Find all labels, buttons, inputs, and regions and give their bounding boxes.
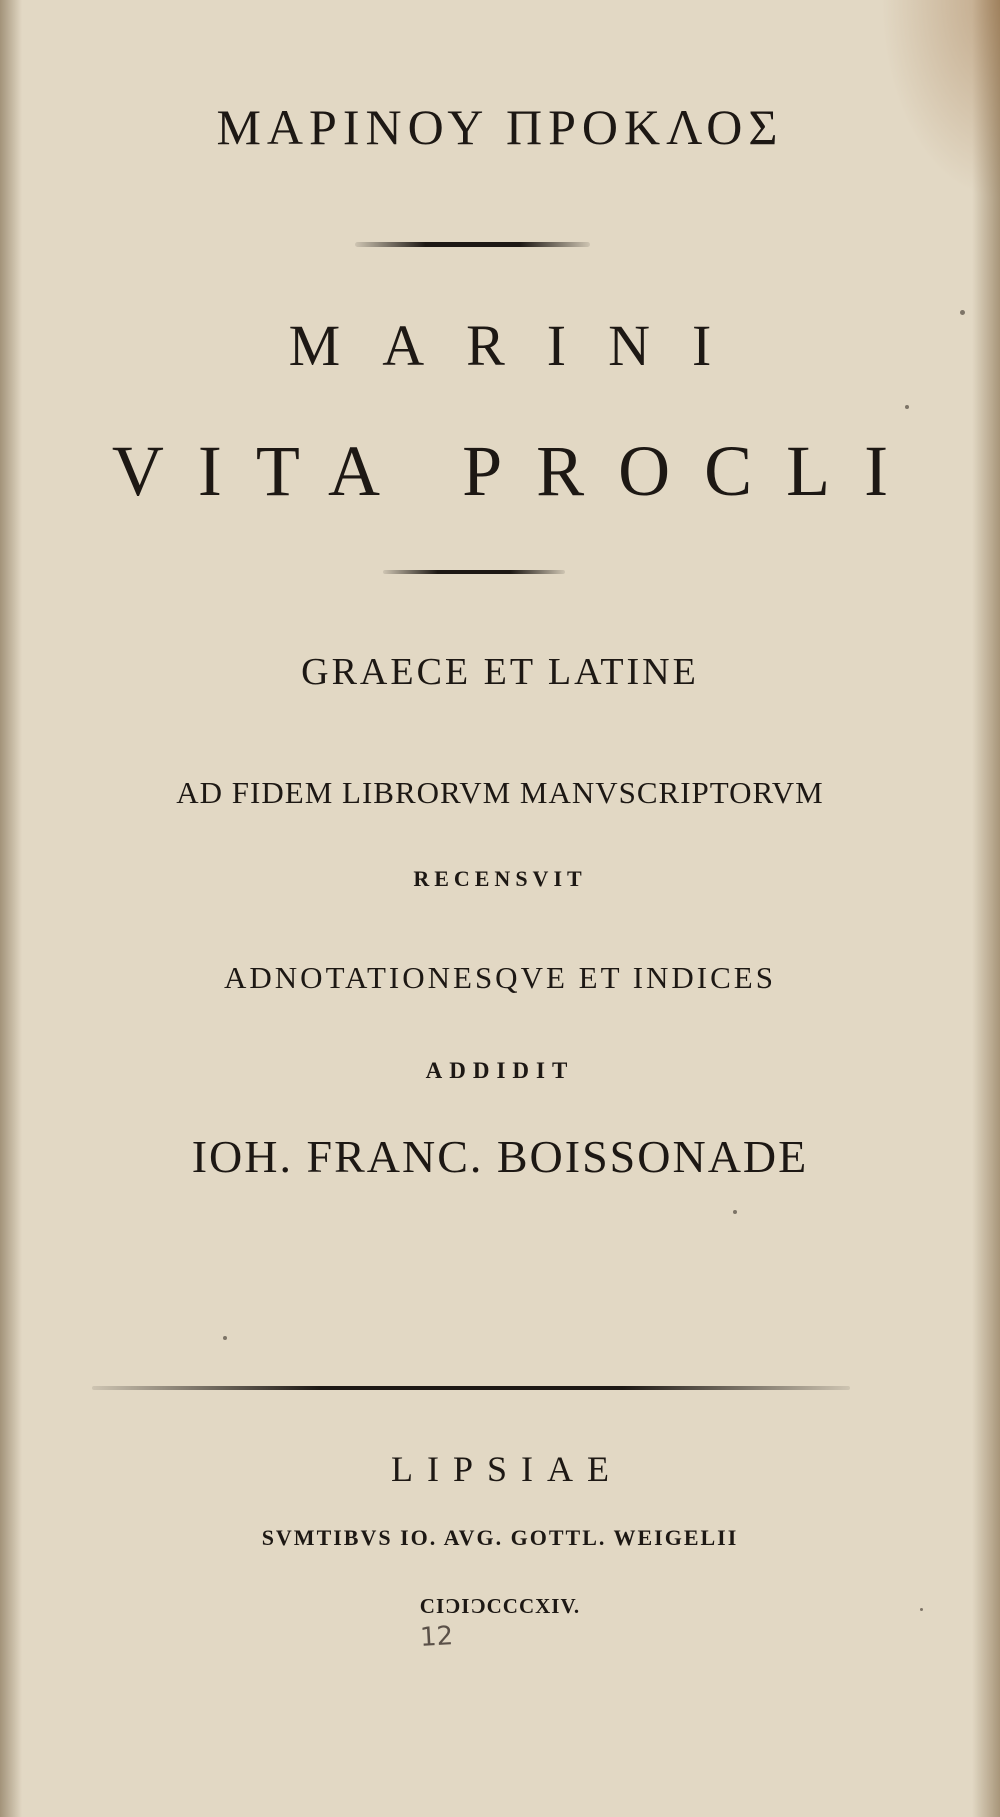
handwritten-note: 12 bbox=[419, 1621, 454, 1653]
greek-title: ΜΑΡΙΝΟΥ ΠΡΟΚΛΟΣ bbox=[216, 99, 784, 155]
divider-rule-top bbox=[355, 242, 590, 247]
paper-speck bbox=[920, 1608, 923, 1611]
paper-speck bbox=[905, 405, 909, 409]
source-line: AD FIDEM LIBRORVM MANVSCRIPTORVM bbox=[176, 775, 824, 810]
addidit-line: ADDIDIT bbox=[425, 1058, 575, 1083]
languages-line: GRAECE ET LATINE bbox=[301, 651, 699, 693]
place-of-publication: LIPSIAE bbox=[391, 1449, 623, 1489]
paper-speck bbox=[733, 1210, 737, 1214]
publication-year: CIƆIƆCCCXIV. bbox=[419, 1594, 581, 1618]
editor-name: IOH. FRANC. BOISSONADE bbox=[191, 1131, 809, 1182]
recensuit-line: RECENSVIT bbox=[413, 866, 587, 891]
paper-speck bbox=[960, 310, 965, 315]
divider-rule-middle bbox=[383, 570, 565, 574]
latin-author-name: MARINI bbox=[288, 313, 754, 378]
annotations-line: ADNOTATIONESQVE ET INDICES bbox=[224, 960, 776, 995]
latin-title: VITA PROCLI bbox=[111, 431, 923, 511]
paper-speck bbox=[223, 1336, 227, 1340]
publisher-line: SVMTIBVS IO. AVG. GOTTL. WEIGELII bbox=[261, 1525, 739, 1550]
divider-rule-bottom bbox=[92, 1386, 850, 1390]
